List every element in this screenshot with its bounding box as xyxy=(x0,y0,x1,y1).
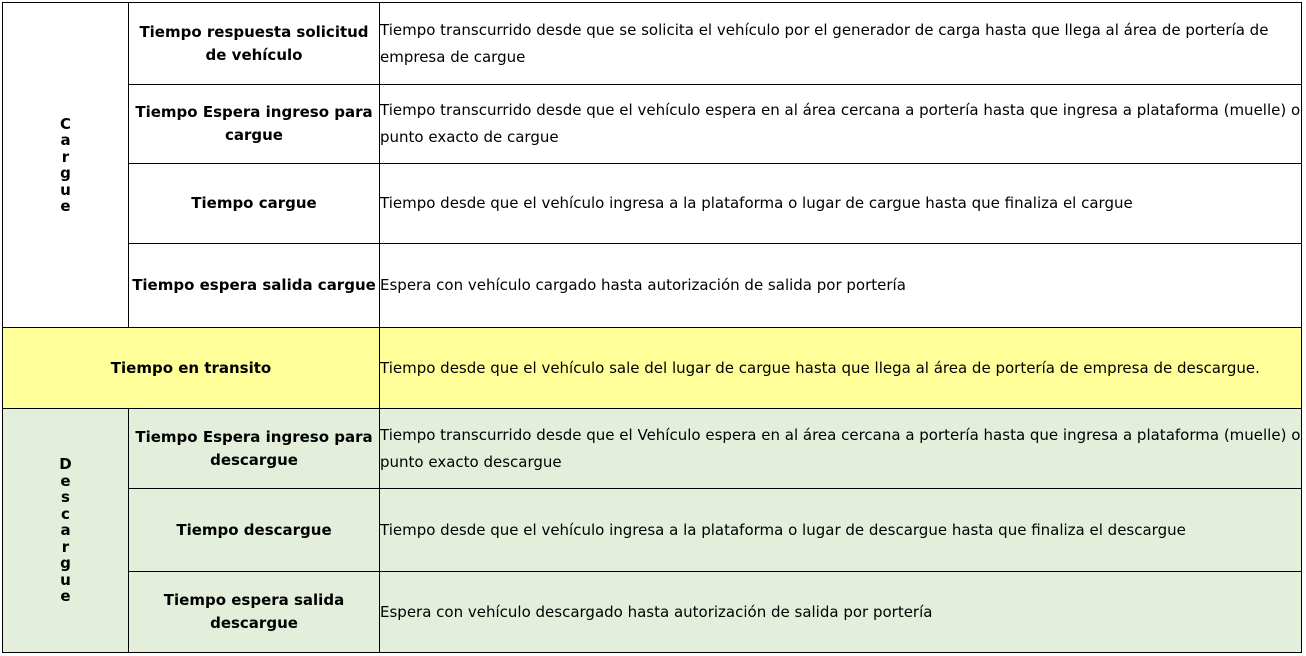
section-letter: e xyxy=(60,197,71,215)
descargue-row-1 xyxy=(3,409,1302,489)
descargue-section-label xyxy=(3,409,129,653)
cargue-row-1 xyxy=(3,3,1302,85)
section-letter: g xyxy=(60,164,71,182)
section-letter: g xyxy=(60,554,71,573)
row-description: Tiempo desde que el vehículo ingresa a la plataforma o lugar de descargue hasta que finaliza el descargue xyxy=(380,489,1302,572)
row-label: Tiempo espera salida descargue xyxy=(129,572,380,653)
descargue-row-2 xyxy=(3,489,1302,572)
section-letter: e xyxy=(60,471,71,490)
row-description: Tiempo desde que el vehículo ingresa a la plataforma o lugar de cargue hasta que finaliza el cargue xyxy=(380,164,1302,244)
cargue-section-label xyxy=(3,3,129,328)
transito-description: Tiempo desde que el vehículo sale del lugar de cargue hasta que llega al área de portería de empresa de descargue. xyxy=(380,328,1302,409)
section-letter: u xyxy=(60,570,71,589)
transito-row xyxy=(3,328,1302,409)
logistics-times-table xyxy=(2,2,1302,653)
section-letter: a xyxy=(60,131,71,149)
row-description: Espera con vehículo descargado hasta autorización de salida por portería xyxy=(380,572,1302,653)
transito-label: Tiempo en transito xyxy=(3,328,380,409)
row-label: Tiempo Espera ingreso para descargue xyxy=(129,409,380,489)
row-label: Tiempo cargue xyxy=(129,164,380,244)
section-letter: r xyxy=(61,147,70,166)
section-letter: r xyxy=(61,537,70,556)
section-letter: c xyxy=(61,504,70,523)
section-letter: D xyxy=(59,455,72,474)
section-letter: s xyxy=(61,488,70,507)
cargue-row-2 xyxy=(3,85,1302,164)
row-description: Tiempo transcurrido desde que se solicita el vehículo por el generador de carga hasta que llega al área de portería de empresa de cargue xyxy=(380,3,1302,85)
row-description: Tiempo transcurrido desde que el Vehículo espera en al área cercana a portería hasta que ingresa a plataforma (muelle) o punto exacto descargue xyxy=(380,409,1302,489)
section-letter: a xyxy=(60,521,71,540)
row-label: Tiempo respuesta solicitud de vehículo xyxy=(129,3,380,85)
row-label: Tiempo espera salida cargue xyxy=(129,244,380,328)
cargue-row-4 xyxy=(3,244,1302,328)
section-letter: e xyxy=(60,587,71,606)
row-description: Tiempo transcurrido desde que el vehículo espera en al área cercana a portería hasta que ingresa a plataforma (muelle) o punto exacto de cargue xyxy=(380,85,1302,164)
row-label: Tiempo descargue xyxy=(129,489,380,572)
descargue-row-3 xyxy=(3,572,1302,653)
cargue-row-3 xyxy=(3,164,1302,244)
row-label: Tiempo Espera ingreso para cargue xyxy=(129,85,380,164)
section-letter: C xyxy=(59,114,71,133)
row-description: Espera con vehículo cargado hasta autorización de salida por portería xyxy=(380,244,1302,328)
section-letter: u xyxy=(60,180,71,199)
